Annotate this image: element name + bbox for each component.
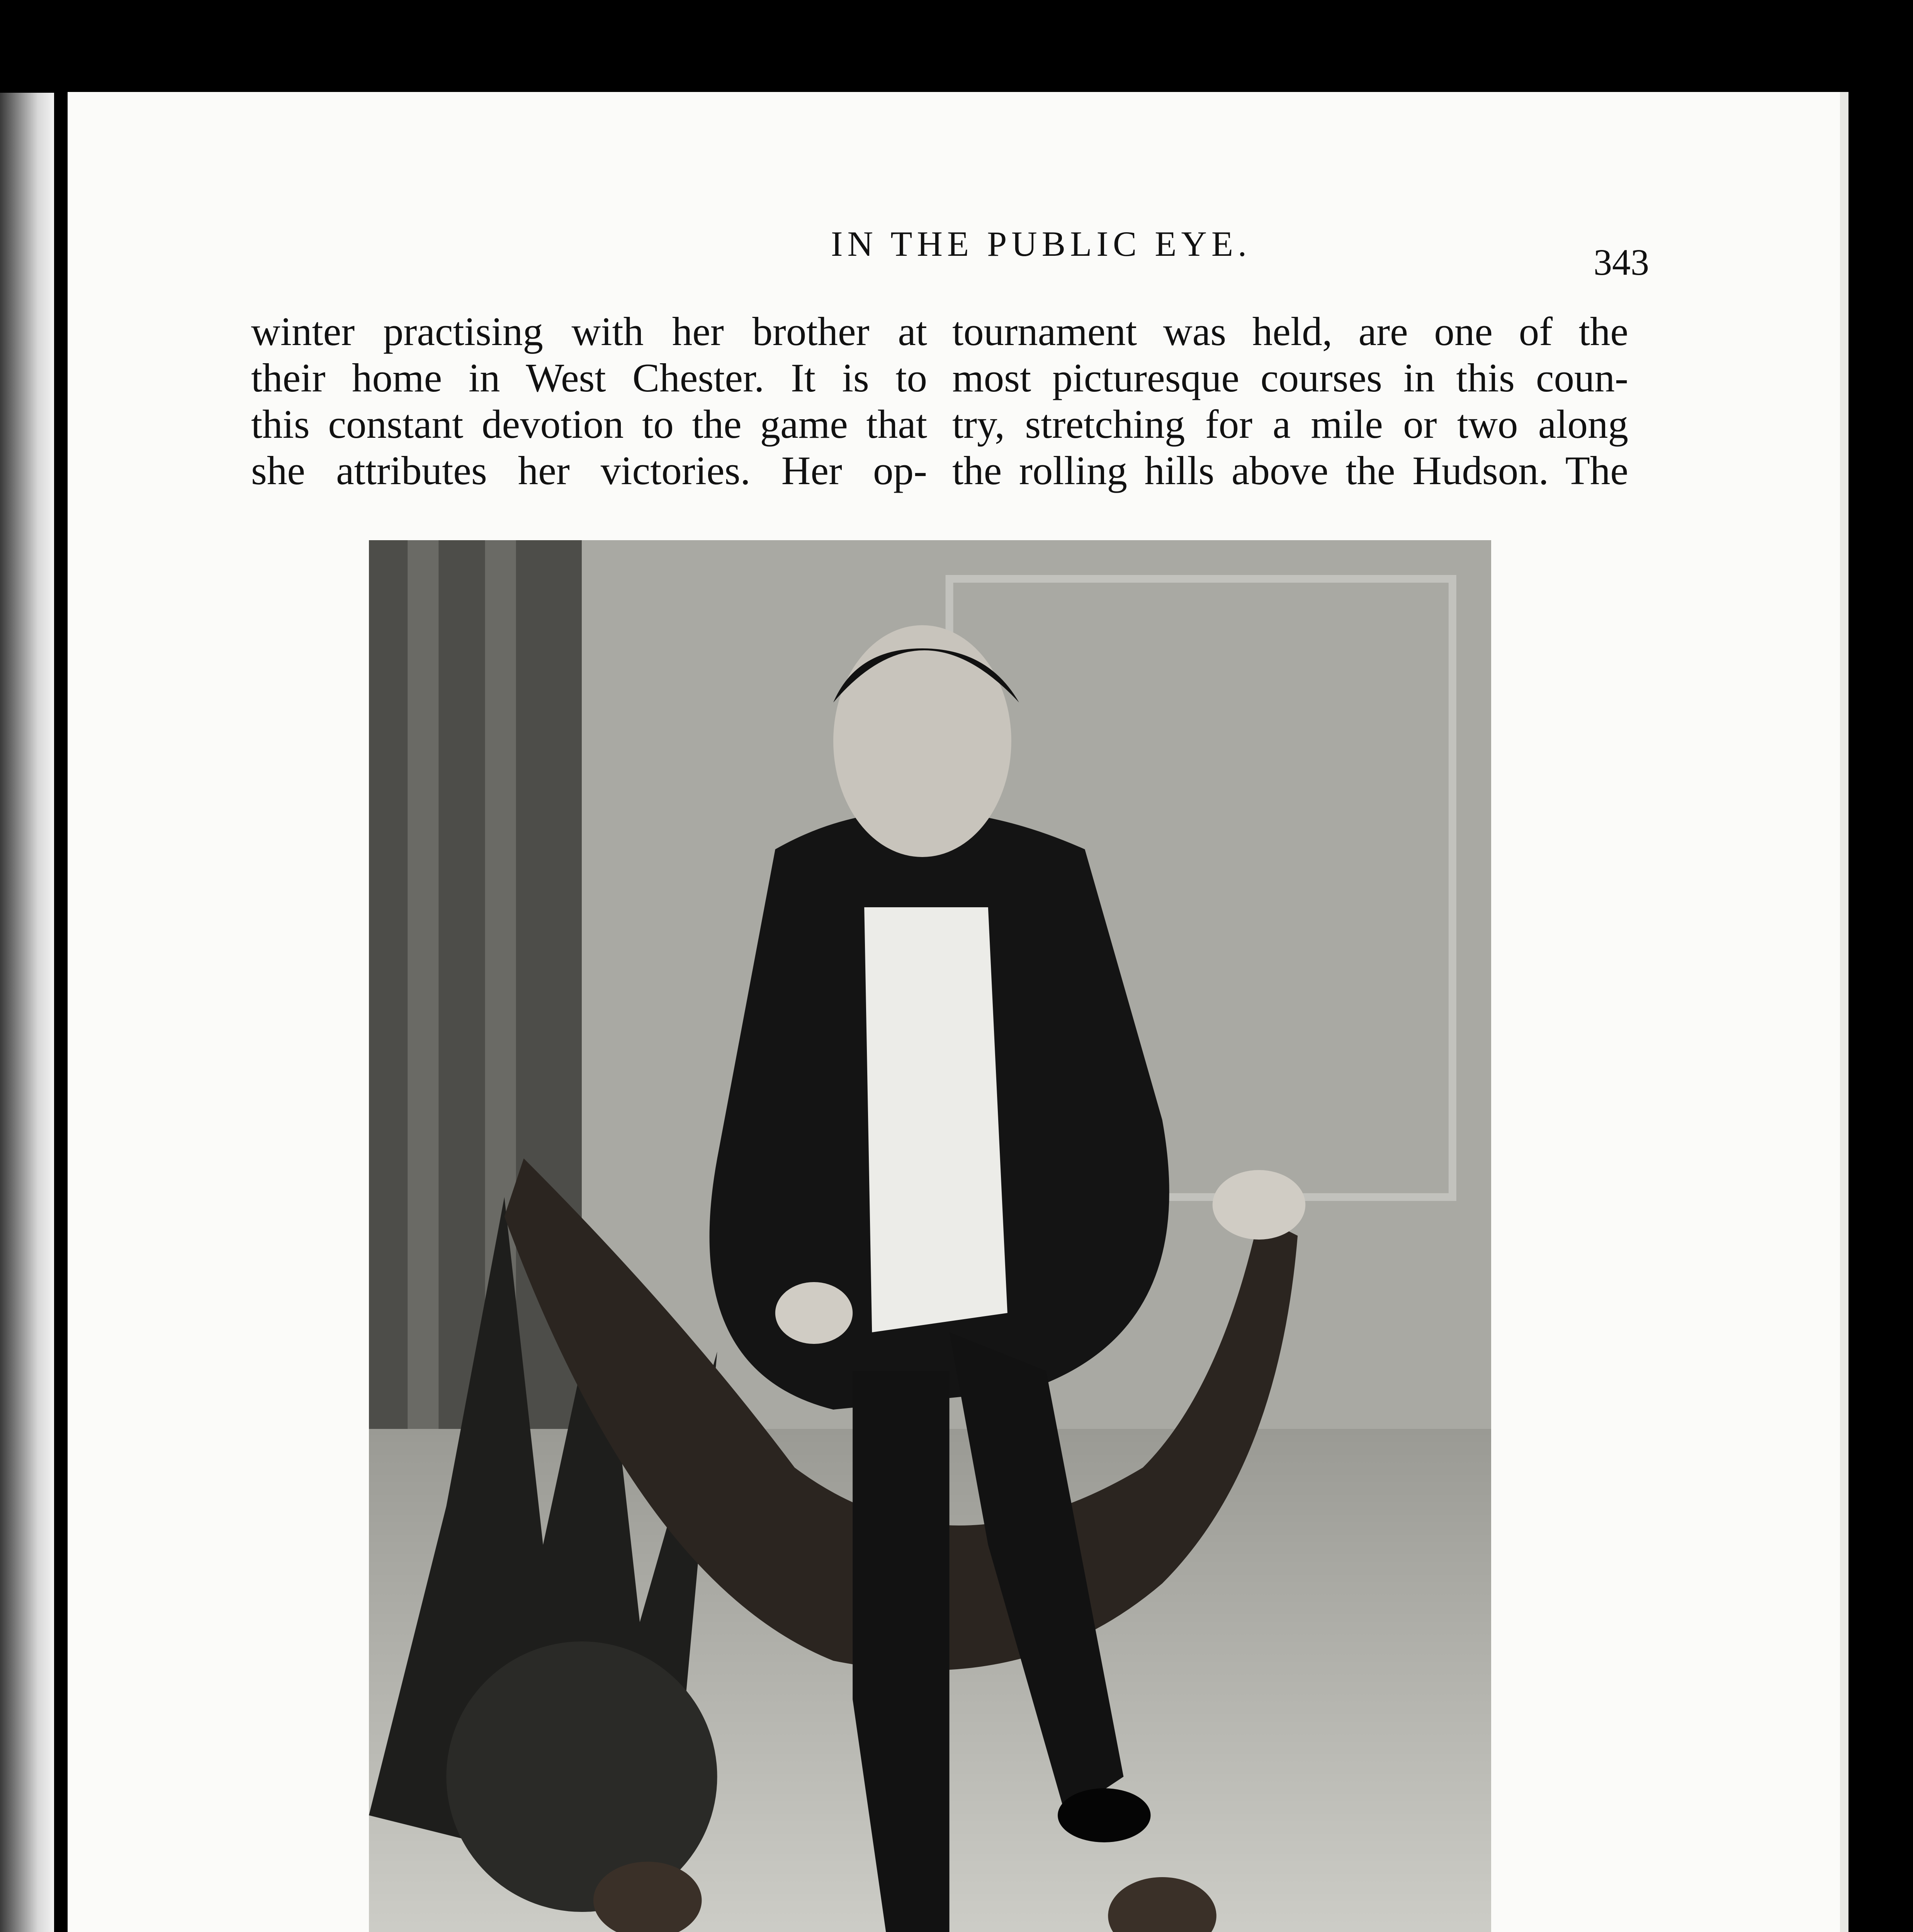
text-line: she attributes her victories. Her op-: [251, 448, 927, 493]
text-line: tournament was held, are one of the: [952, 309, 1628, 354]
page-number: 343: [1594, 242, 1649, 283]
text-line: the rolling hills above the Hudson. The: [952, 448, 1628, 493]
running-title: IN THE PUBLIC EYE.: [831, 224, 1252, 264]
text-line: most picturesque courses in this coun-: [952, 355, 1628, 400]
magazine-page: [68, 92, 1848, 1932]
top-left-column: [251, 308, 927, 494]
text-line: winter practising with her brother at: [251, 309, 927, 354]
portrait-photograph: [369, 540, 1491, 1932]
text-line: try, stretching for a mile or two along: [952, 401, 1628, 447]
left-page-edge: [0, 93, 54, 1932]
text-line: their home in West Chester. It is to: [251, 355, 927, 400]
top-right-column: [952, 308, 1628, 494]
text-line: this constant devotion to the game that: [251, 401, 927, 447]
